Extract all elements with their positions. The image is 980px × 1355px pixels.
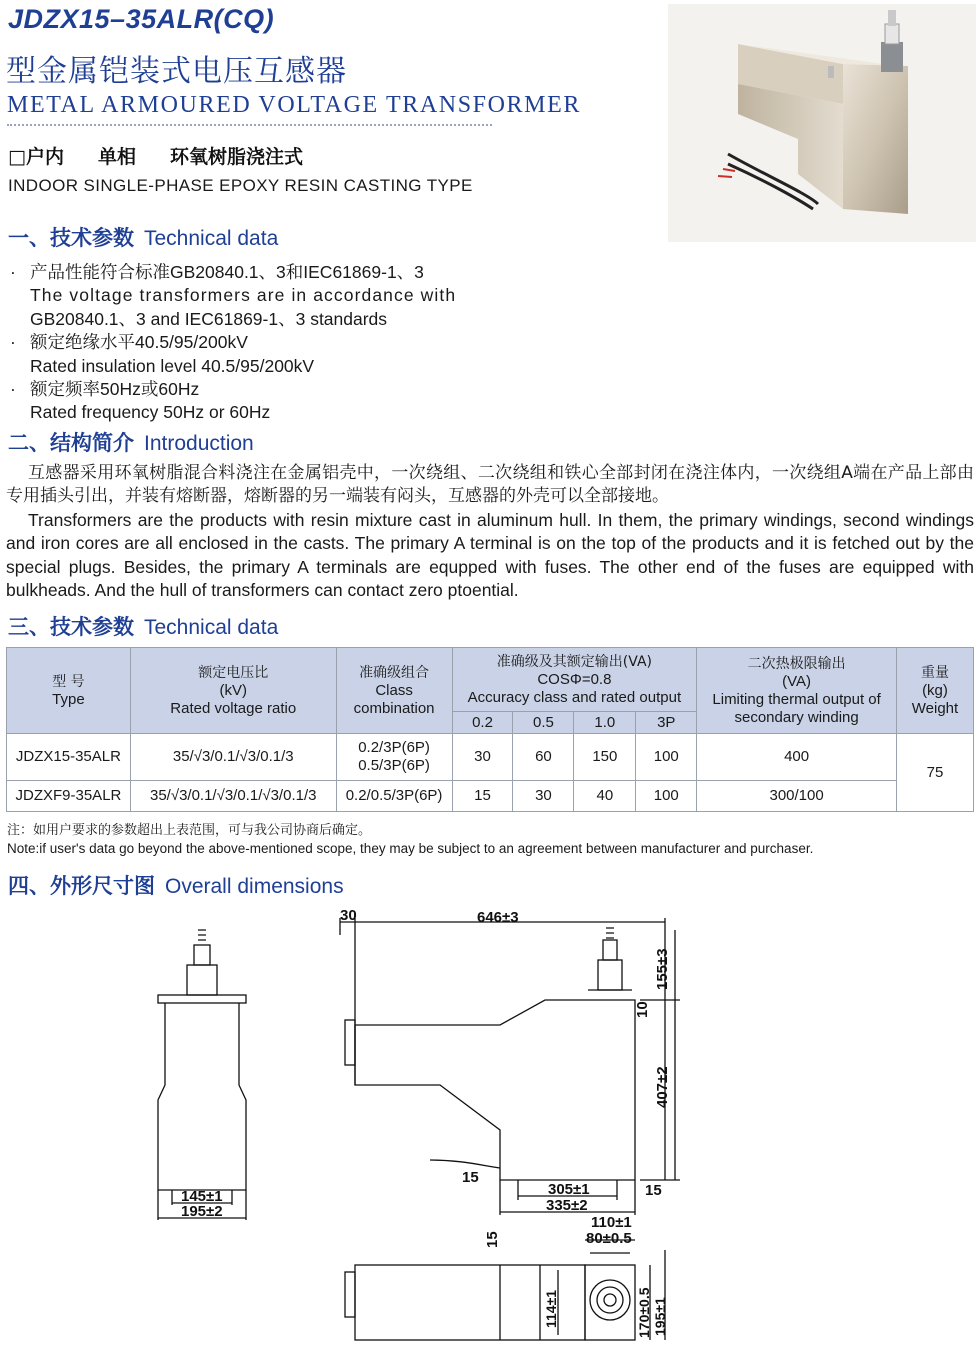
title-chinese: 型金属铠装式电压互感器	[6, 54, 347, 89]
category-epoxy: 环氧树脂浇注式	[169, 146, 303, 168]
cell-ratio: 35/√3/0.1/√3/0.1/3	[130, 734, 336, 781]
cell-class-line: 0.5/3P(6P)	[358, 757, 430, 774]
dim-15a: 15	[462, 1169, 479, 1186]
header-acc-cn: 准确级及其额定输出(VA)	[496, 653, 652, 670]
dim-195a: 195±2	[181, 1203, 223, 1220]
section4-title-en: Overall dimensions	[165, 875, 344, 898]
cell-output: 15	[452, 781, 513, 812]
cell-output: 100	[636, 734, 697, 781]
acc-class-cell: 1.0	[574, 712, 636, 734]
dim-110: 110±1	[591, 1214, 632, 1231]
dim-195b: 195±1	[652, 1297, 668, 1336]
bullet-standards	[10, 261, 456, 284]
table-row	[7, 781, 974, 812]
cell-output: 60	[513, 734, 574, 781]
cell-class	[336, 734, 452, 781]
top-view	[345, 1240, 665, 1340]
category-english: INDOOR SINGLE-PHASE EPOXY RESIN CASTING TYPE	[8, 176, 473, 195]
dim-15b: 15	[645, 1182, 662, 1199]
dim-15c: 15	[484, 1231, 501, 1248]
header-class	[336, 648, 452, 734]
header-class-cn: 准确级组合	[359, 664, 430, 681]
dim-80: 80±0.5	[586, 1230, 632, 1247]
header-ratio-en: Rated voltage ratio	[170, 699, 297, 717]
cell-output: 30	[513, 781, 574, 812]
bullet-en: Rated insulation level 40.5/95/200kV	[30, 355, 315, 376]
dim-30: 30	[340, 907, 357, 924]
category-single-phase: 单相	[97, 146, 136, 168]
cell-class: 0.2/0.5/3P(6P)	[336, 781, 452, 812]
dim-170: 170±0.5	[636, 1287, 652, 1338]
cell-ratio: 35/√3/0.1/√3/0.1/√3/0.1/3	[130, 781, 336, 812]
model-number: JDZX15–35ALR(CQ)	[8, 4, 275, 34]
bullet-cn: 额定绝缘水平40.5/95/200kV	[30, 332, 248, 353]
cell-thermal: 400	[697, 734, 897, 781]
section2-heading	[8, 427, 254, 457]
bullet-frequency	[10, 378, 456, 401]
dim-155: 155±3	[654, 948, 671, 990]
header-acc-en: Accuracy class and rated output	[467, 688, 682, 706]
cell-output: 150	[574, 734, 636, 781]
section2-title-cn: 二、结构简介	[8, 431, 134, 455]
section3-title-cn: 三、技术参数	[8, 615, 134, 639]
dim-305: 305±1	[548, 1181, 590, 1198]
cell-output: 100	[636, 781, 697, 812]
header-weight	[896, 648, 973, 734]
cell-output: 30	[452, 734, 513, 781]
acc-class-cell: 0.5	[513, 712, 574, 734]
header-weight-en: Weight	[911, 699, 959, 717]
header-ratio-cn: 额定电压比	[198, 664, 269, 681]
header-class-en: combination	[353, 699, 435, 717]
section1-heading	[8, 222, 278, 252]
product-photo	[668, 4, 976, 242]
table-note	[7, 822, 813, 858]
header-ratio-unit: (kV)	[219, 681, 247, 699]
header-type	[7, 648, 131, 734]
table-header-row	[7, 648, 974, 712]
note-en: Note:if user's data go beyond the above-mentioned scope, they may be subject to an agreement between manufacturer and purchaser.	[7, 841, 814, 856]
header-weight-cn: 重量	[920, 664, 949, 681]
bullet-dot: ·	[10, 262, 16, 282]
bullet-cn: 产品性能符合标准GB20840.1、3和IEC61869-1、3	[30, 262, 424, 282]
header-class-en: Class	[375, 681, 413, 699]
acc-class-cell: 3P	[636, 712, 697, 734]
header-therm-en: Limiting thermal output of	[712, 690, 881, 708]
introduction-text	[6, 462, 974, 602]
bullet-cn: 额定频率50Hz或60Hz	[30, 379, 200, 400]
bullet-en: GB20840.1、3 and IEC61869-1、3 standards	[30, 308, 388, 329]
section1-title-en: Technical data	[144, 227, 279, 250]
header-ratio	[130, 648, 336, 734]
bullet-en: The voltage transformers are in accordance with	[30, 285, 457, 306]
cell-type: JDZX15-35ALR	[7, 734, 131, 781]
front-view	[340, 918, 680, 1215]
table-row	[7, 734, 974, 781]
cell-thermal: 300/100	[697, 781, 897, 812]
category-chinese	[8, 142, 337, 169]
section2-title-en: Introduction	[144, 432, 254, 455]
header-type-cn: 型 号	[52, 673, 85, 690]
dimension-drawing	[0, 890, 980, 1350]
bullet-dot: ·	[10, 332, 16, 353]
section1-title-cn: 一、技术参数	[8, 226, 134, 250]
bullet-en: Rated frequency 50Hz or 60Hz	[30, 402, 271, 423]
dim-10: 10	[634, 1001, 651, 1018]
section3-title-en: Technical data	[144, 616, 279, 639]
tech-bullets	[10, 261, 456, 425]
cell-output: 40	[574, 781, 636, 812]
dim-407: 407±2	[654, 1066, 671, 1108]
acc-class-cell: 0.2	[452, 712, 513, 734]
intro-paragraph-cn: 互感器采用环氧树脂混合料浇注在金属铝壳中，一次绕组、二次绕组和铁心全部封闭在浇注体内，一次绕组A端在产品上部由专用插头引出，并装有熔断器，熔断器的另一端装有闷头，互感器的外壳可以全部接地。	[6, 463, 974, 507]
bullet-insulation	[10, 331, 456, 354]
header-therm-cn: 二次热极限输出	[747, 655, 846, 672]
header-thermal	[697, 648, 897, 734]
category-indoor: □户内	[8, 146, 64, 168]
header-therm-unit: (VA)	[782, 672, 812, 690]
title-english: METAL ARMOURED VOLTAGE TRANSFORMER	[7, 92, 581, 118]
header-accuracy	[452, 648, 697, 712]
dim-145: 145±1	[181, 1188, 223, 1205]
intro-paragraph-en: Transformers are the products with resin mixture cast in aluminum hull. In them, the primary windings, second windings and iron cores are all enclosed in the casts. The primary A terminal is on the top of the products and it is fetched out by the special plugs. Besides, the primary A terminals are equpped with fuses. The other end of the fuses are equipped with bulkheads. And the hull of transformers can contact zero ptoential.	[6, 509, 974, 601]
cell-weight: 75	[896, 734, 973, 812]
dotted-divider	[7, 124, 492, 126]
header-weight-unit: (kg)	[922, 681, 948, 699]
side-view	[158, 930, 246, 1220]
section3-heading	[8, 611, 278, 641]
header-therm-en: secondary winding	[734, 708, 859, 726]
cell-type: JDZXF9-35ALR	[7, 781, 131, 812]
cell-class-line: 0.2/3P(6P)	[358, 739, 430, 756]
dim-646: 646±3	[477, 909, 519, 926]
note-cn: 注：如用户要求的参数超出上表范围，可与我公司协商后确定。	[7, 823, 372, 838]
section4-title-cn: 四、外形尺寸图	[8, 874, 155, 898]
header-acc-cos: COSΦ=0.8	[537, 670, 612, 688]
dim-335: 335±2	[546, 1197, 588, 1214]
bullet-dot: ·	[10, 379, 16, 400]
tech-data-table	[6, 647, 974, 812]
header-type-en: Type	[52, 690, 85, 708]
dim-114: 114±1	[543, 1289, 559, 1328]
